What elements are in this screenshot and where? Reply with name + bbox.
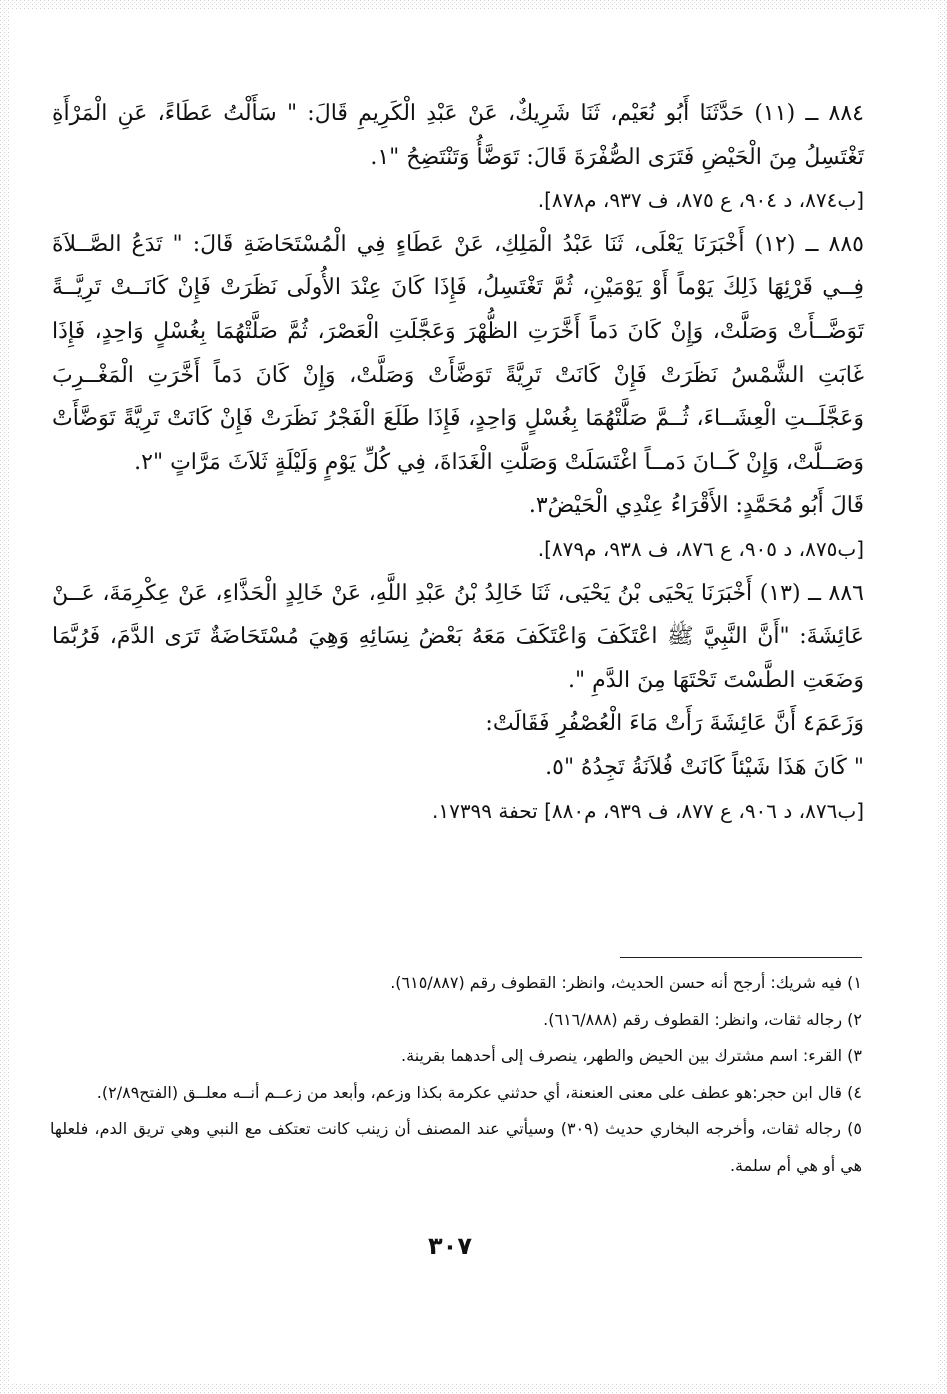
footnote-1: ١) فيه شريك: أرجح أنه حسن الحديث، وانظر: القطوف رقم (٦١٥/٨٨٧). <box>390 973 862 992</box>
footnote-3: ٣) القرء: اسم مشترك بين الحيض والطهر، ينصرف إلى أحدهما بقرينة. <box>401 1046 862 1065</box>
footnote-2: ٢) رجاله ثقات، وانظر: القطوف رقم (٦١٦/٨٨٨). <box>543 1009 862 1029</box>
reference-886: [ب٨٧٦، د ٩٠٦، ع ٨٧٧، ف ٩٣٩، م٨٨٠] تحفة ١٧٣٩٩. <box>431 798 864 823</box>
reference-885: [ب٨٧٥، د ٩٠٥، ع ٨٧٦، ف ٩٣٨، م٨٧٩]. <box>537 536 864 561</box>
reference-884: [ب٨٧٤، د ٩٠٤، ع ٨٧٥، ف ٩٣٧، م٨٧٨]. <box>537 188 864 213</box>
hadith-886-continuation: وَزَعَمَ٤ أَنَّ عَائِشَةَ رَأَتْ مَاءَ الْعُصْفُرِ فَقَالَتْ: <box>485 711 864 737</box>
page-number: ٣٠٧ <box>428 1232 472 1260</box>
hadith-886-quote: " كَانَ هَذَا شَيْئاً كَانَتْ فُلاَنَةُ تَجِدُهُ "٥. <box>545 754 864 780</box>
main-text <box>52 92 864 833</box>
abu-muhammad-comment: قَالَ أَبُو مُحَمَّدٍ: الأَقْرَاءُ عِنْدِي الْحَيْضُ٣. <box>528 493 864 519</box>
hadith-885: ٨٨٥ ــ (١٢) أَخْبَرَنَا يَعْلَى، ثَنَا عَبْدُ الْمَلِكِ، عَنْ عَطَاءٍ فِي الْمُسْتَحَاضَةِ قَالَ: " تَدَعُ الصَّــلاَةَ فِــي قَرْئِهَا ذَلِكَ يَوْماً أَوْ يَوْمَيْنِ، ثُمَّ تَغْتَسِلُ، فَإِذَا كَانَ عِنْدَ الأُولَى نَظَرَتْ فَإِنْ كَانَــتْ تَرِيَّــةً تَوَضَّــأَتْ وَصَلَّتْ، وَإِنْ كَانَ دَماً أَخَّرَتِ الظُّهْرَ وَعَجَّلَتِ الْعَصْرَ، ثُمَّ صَلَّتْهُمَا بِغُسْلٍ وَاحِدٍ، فَإِذَا غَابَتِ الشَّمْسُ نَظَرَتْ فَإِنْ كَانَتْ تَرِيَّةً تَوَضَّأَتْ وَصَلَّتْ، وَإِنْ كَانَ دَماً أَخَّرَتِ الْمَغْــرِبَ وَعَجَّلَــتِ الْعِشَــاءَ، ثُــمَّ صَلَّتْهُمَا بِغُسْلٍ وَاحِدٍ، فَإِذَا طَلَعَ الْفَجْرُ نَظَرَتْ فَإِنْ كَانَتْ تَرِيَّةً تَوَضَّأَتْ وَصَــلَّتْ، وَإِنْ كَــانَ دَمــاً اغْتَسَلَتْ وَصَلَّتِ الْغَدَاةَ، فِي كُلِّ يَوْمٍ وَلَيْلَةٍ ثَلاَثَ مَرَّاتٍ "٢. <box>52 231 864 475</box>
hadith-886: ٨٨٦ ــ (١٣) أَخْبَرَنَا يَحْيَى بْنُ يَحْيَى، ثَنَا خَالِدُ بْنُ عَبْدِ اللَّهِ، عَنْ خَالِدٍ الْحَذَّاءِ، عَنْ عِكْرِمَةَ، عَــنْ عَائِشَةَ: "أَنَّ النَّبِيَّ ﷺ اعْتَكَفَ وَاعْتَكَفَ مَعَهُ بَعْضُ نِسَائِهِ وَهِيَ مُسْتَحَاضَةٌ تَرَى الدَّمَ، فَرُبَّمَا وَضَعَتِ الطَّسْتَ تَحْتَهَا مِنَ الدَّمِ ". <box>52 580 864 693</box>
hadith-884: ٨٨٤ ــ (١١) حَدَّثَنَا أَبُو نُعَيْم، ثَنَا شَرِيكٌ، عَنْ عَبْدِ الْكَرِيمِ قَالَ: " سَأَلْتُ عَطَاءً، عَنِ الْمَرْأَةِ تَغْتَسِلُ مِنَ الْحَيْضِ فَتَرَى الصُّفْرَةَ قَالَ: تَوَضَّأُ وَتَنْتَضِحُ "١. <box>52 101 864 170</box>
footnotes <box>50 965 862 1184</box>
footnote-4: ٤) قال ابن حجر:هو عطف على معنى العنعنة، أي حدثني عكرمة بكذا وزعم، وأبعد من زعــم أنــه معلــق (الفتح٢/٨٩). <box>96 1082 862 1102</box>
footnote-5: ٥) رجاله ثقات، وأخرجه البخاري حديث (٣٠٩) وسيأتي عند المصنف أن زينب كانت تعتكف مع النبي وهي تريق الدم، فلعلها هي أو هي أم سلمة. <box>50 1119 862 1175</box>
footnote-divider <box>620 957 862 958</box>
